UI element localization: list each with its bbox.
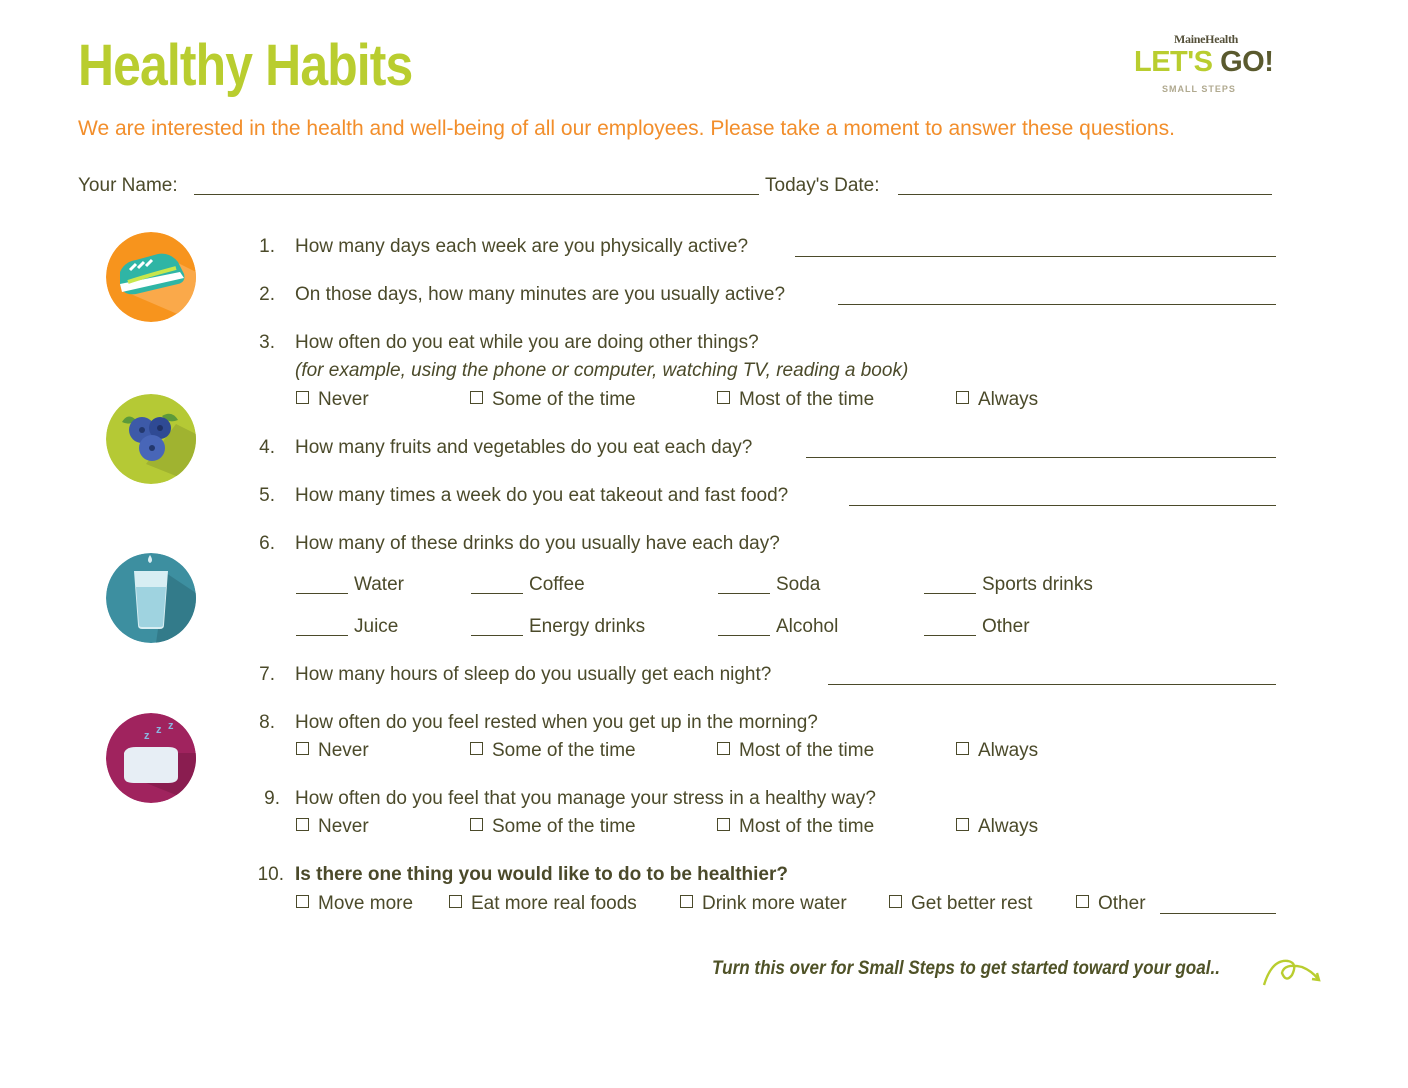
- drink-alcohol[interactable]: Alcohol: [718, 616, 838, 638]
- checkbox[interactable]: [296, 818, 309, 831]
- svg-text:z: z: [144, 730, 150, 742]
- svg-text:z: z: [156, 724, 162, 736]
- drink-coffee[interactable]: Coffee: [471, 574, 585, 596]
- checkbox[interactable]: [717, 391, 730, 404]
- logo-org-name: MaineHealth: [1174, 32, 1239, 46]
- checkbox[interactable]: [956, 818, 969, 831]
- drink-count-blank[interactable]: [471, 575, 523, 594]
- checkbox[interactable]: [717, 818, 730, 831]
- drink-count-blank[interactable]: [296, 575, 348, 594]
- q3-option-never[interactable]: Never: [296, 389, 369, 411]
- drink-count-blank[interactable]: [296, 617, 348, 636]
- question-7-text: How many hours of sleep do you usually get each night?: [295, 664, 772, 685]
- question-3-text: How often do you eat while you are doing other things?: [295, 332, 759, 353]
- q8-option-never[interactable]: Never: [296, 740, 369, 762]
- drink-soda[interactable]: Soda: [718, 574, 820, 596]
- checkbox[interactable]: [296, 895, 309, 908]
- checkbox[interactable]: [680, 895, 693, 908]
- question-2-text: On those days, how many minutes are you usually active?: [295, 284, 786, 305]
- water-glass-icon: [106, 553, 196, 643]
- date-label: Today's Date:: [765, 175, 880, 196]
- checkbox[interactable]: [449, 895, 462, 908]
- question-number: 5.: [259, 485, 275, 506]
- checkbox[interactable]: [470, 391, 483, 404]
- q3-option-most[interactable]: Most of the time: [717, 389, 874, 411]
- checkbox[interactable]: [717, 742, 730, 755]
- arrow-swirl-icon: [1262, 953, 1322, 994]
- question-8-text: How often do you feel rested when you get up in the morning?: [295, 712, 818, 733]
- question-2-answer-field[interactable]: [838, 304, 1276, 305]
- q8-option-some[interactable]: Some of the time: [470, 740, 636, 762]
- goal-option-other[interactable]: Other: [1076, 893, 1146, 915]
- logo: [1134, 46, 1273, 79]
- drink-juice[interactable]: Juice: [296, 616, 398, 638]
- goal-option-rest[interactable]: Get better rest: [889, 893, 1032, 915]
- question-4-answer-field[interactable]: [806, 457, 1276, 458]
- question-number: 4.: [259, 437, 275, 458]
- drink-other[interactable]: Other: [924, 616, 1030, 638]
- pillow-sleep-icon: [106, 713, 196, 803]
- checkbox[interactable]: [470, 742, 483, 755]
- date-field[interactable]: [898, 194, 1272, 195]
- question-9-text: How often do you feel that you manage your stress in a healthy way?: [295, 788, 876, 809]
- goal-option-move[interactable]: Move more: [296, 893, 413, 915]
- question-number: 9.: [264, 788, 280, 809]
- page-title: Healthy Habits: [78, 33, 413, 98]
- question-number: 8.: [259, 712, 275, 733]
- drink-count-blank[interactable]: [924, 575, 976, 594]
- checkbox[interactable]: [956, 391, 969, 404]
- question-10-text: Is there one thing you would like to do to be healthier?: [295, 864, 788, 885]
- checkbox[interactable]: [889, 895, 902, 908]
- q8-option-most[interactable]: Most of the time: [717, 740, 874, 762]
- q3-option-some[interactable]: Some of the time: [470, 389, 636, 411]
- checkbox[interactable]: [470, 818, 483, 831]
- q3-option-always[interactable]: Always: [956, 389, 1038, 411]
- question-3-example: (for example, using the phone or computer, watching TV, reading a book): [295, 360, 909, 381]
- footer-note: Turn this over for Small Steps to get started toward your goal..: [712, 958, 1221, 979]
- drink-count-blank[interactable]: [718, 575, 770, 594]
- drink-energy[interactable]: Energy drinks: [471, 616, 645, 638]
- checkbox[interactable]: [956, 742, 969, 755]
- checkbox[interactable]: [296, 742, 309, 755]
- question-number: 2.: [259, 284, 275, 305]
- svg-text:z: z: [168, 720, 174, 732]
- question-number: 1.: [259, 236, 275, 257]
- q9-option-always[interactable]: Always: [956, 816, 1038, 838]
- question-6-text: How many of these drinks do you usually have each day?: [295, 533, 780, 554]
- checkbox[interactable]: [1076, 895, 1089, 908]
- question-number: 10.: [257, 864, 284, 885]
- question-1-answer-field[interactable]: [795, 256, 1276, 257]
- question-1-text: How many days each week are you physically active?: [295, 236, 749, 257]
- checkbox[interactable]: [296, 391, 309, 404]
- question-5-answer-field[interactable]: [849, 505, 1276, 506]
- logo-lets: LET'S: [1134, 46, 1213, 78]
- goal-option-eat[interactable]: Eat more real foods: [449, 893, 637, 915]
- question-number: 6.: [259, 533, 275, 554]
- drink-count-blank[interactable]: [924, 617, 976, 636]
- blueberries-icon: [106, 394, 196, 484]
- q9-option-some[interactable]: Some of the time: [470, 816, 636, 838]
- q8-option-always[interactable]: Always: [956, 740, 1038, 762]
- logo-subtitle: SMALL STEPS: [1162, 84, 1236, 94]
- drink-water[interactable]: Water: [296, 574, 404, 596]
- q9-option-most[interactable]: Most of the time: [717, 816, 874, 838]
- q9-option-never[interactable]: Never: [296, 816, 369, 838]
- question-number: 7.: [259, 664, 275, 685]
- sneaker-icon: [106, 232, 196, 322]
- drink-count-blank[interactable]: [718, 617, 770, 636]
- goal-other-field[interactable]: [1160, 913, 1276, 914]
- name-field[interactable]: [194, 194, 759, 195]
- question-7-answer-field[interactable]: [828, 684, 1276, 685]
- question-5-text: How many times a week do you eat takeout and fast food?: [295, 485, 789, 506]
- drink-count-blank[interactable]: [471, 617, 523, 636]
- logo-go: GO!: [1220, 46, 1274, 78]
- intro-text: We are interested in the health and well-being of all our employees. Please take a moment to answer these questions.: [78, 117, 1175, 140]
- name-label: Your Name:: [78, 175, 178, 196]
- question-number: 3.: [259, 332, 275, 353]
- question-4-text: How many fruits and vegetables do you eat each day?: [295, 437, 753, 458]
- drink-sports[interactable]: Sports drinks: [924, 574, 1093, 596]
- goal-option-water[interactable]: Drink more water: [680, 893, 847, 915]
